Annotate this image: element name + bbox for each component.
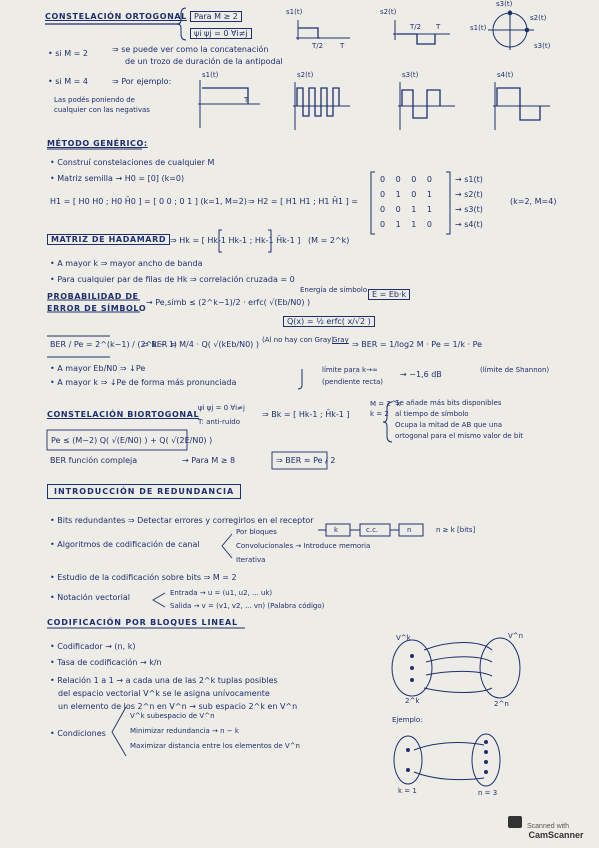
header-cond2: ψi ψj = 0 ∀i≠j — [190, 28, 252, 39]
wave-s2 — [293, 82, 350, 130]
section-title-biortho: CONSTELACIÓN BIORTOGONAL — [47, 410, 200, 419]
prob-title: ERROR DE SÍMBOLO — [47, 304, 147, 313]
generic-b2: • Matriz semilla → H0 = [0] (k=0) — [50, 174, 185, 183]
block-label: k — [334, 526, 339, 534]
code-type: Iterativa — [236, 556, 266, 564]
hadamard-m: (M = 2^k) — [308, 236, 350, 245]
hadamard-eq: ⇒ Hk = [ Hk-1 Hk-1 ; Hk-1 H̄k-1 ] — [170, 236, 301, 245]
biortho-note: al tiempo de símbolo — [395, 410, 469, 418]
section-title-redundancy: INTRODUCCIÓN DE REDUNDANCIA — [47, 484, 241, 499]
biortho-mk: k = 2 — [370, 410, 389, 418]
biortho-cond: T: anti-ruido — [198, 418, 241, 426]
m4-text: ⇒ Por ejemplo: — [112, 77, 172, 86]
out-label: → s1(t) — [455, 175, 483, 184]
out-label: → s2(t) — [455, 190, 483, 199]
gray-label: Gray — [332, 336, 349, 344]
example-k: k = 1 — [398, 787, 417, 795]
biortho-mk: M = 2^k — [370, 400, 401, 408]
section-title-linear: CODIFICACIÓN POR BLOQUES LINEAL — [47, 618, 238, 627]
camscanner-watermark — [507, 823, 589, 840]
code-type: Convolucionales → Introduce memoria — [236, 542, 371, 550]
ber-approx: ⇒ BER ≈ M/4 · Q( √(kEb/N0) ) — [142, 340, 259, 349]
example-label: Ejemplo: — [392, 716, 423, 724]
energy-label: Energía de símbolo — [300, 286, 368, 294]
condition: Minimizar redundancia → n − k — [130, 727, 239, 735]
ber-cond: → Para M ≥ 8 — [182, 456, 236, 465]
header-circle — [488, 10, 534, 50]
example-diagram — [394, 734, 500, 786]
header-wave-s1 — [296, 20, 350, 40]
sig-label: s3(t) — [496, 0, 513, 8]
biortho-cond: ψi ψj = 0 ∀i≠j — [198, 404, 245, 412]
axis-label: T — [436, 23, 441, 31]
wave-s1 — [198, 80, 260, 128]
circle-label: s2(t) — [530, 14, 547, 22]
condition: V^k subespacio de V^n — [130, 712, 215, 720]
condition: Maximizar distancia entre los elementos de V^n — [130, 742, 300, 750]
generic-b1: • Construí constelaciones de cualquier M — [50, 158, 215, 167]
block-label: n — [407, 526, 412, 534]
note: Las podés poniendo de — [54, 96, 135, 104]
ber-ratio: BER / Pe = 2^(k−1) / (2^k − 1) — [50, 340, 177, 349]
m2-text: de un trozo de duración de la antipodal — [125, 57, 283, 66]
nk-label: n ≥ k [bits] — [436, 526, 476, 534]
sig-label: s2(t) — [380, 8, 397, 16]
note: cualquier con las negativas — [54, 106, 150, 114]
header-cond1: Para M ≥ 2 — [190, 11, 242, 22]
axis-label: T — [340, 42, 345, 50]
sig-label: s1(t) — [286, 8, 303, 16]
biortho-eq: ⇒ Bk = [ Hk-1 ; H̄k-1 ] — [262, 410, 350, 419]
scanner-line2: CamScanner — [528, 830, 584, 840]
matrix-row: 0 0 0 0 — [380, 175, 436, 184]
header-wave-s2 — [393, 20, 450, 44]
prob-b1: • A mayor Eb/N0 ⇒ ↓Pe — [50, 364, 146, 373]
example-n: n = 3 — [478, 789, 498, 797]
axis-label: T/2 — [410, 23, 422, 31]
set-label: V^k — [396, 634, 411, 642]
ber-approx2: ⇒ BER ≈ Pe / 2 — [276, 456, 336, 465]
ber-eq: ⇒ BER = 1/log2 M · Pe = 1/k · Pe — [352, 340, 483, 349]
pe-eq: → Pe,símb ≤ (2^k−1)/2 · erfc( √(Eb/N0) ) — [146, 298, 311, 307]
linear-b3: • Relación 1 a 1 → a cada una de las 2^k tuplas posibles — [50, 676, 278, 685]
prob-title: PROBABILIDAD DE — [47, 292, 139, 301]
biortho-note: ortogonal para el mismo valor de bit — [395, 432, 524, 440]
set-diagram — [392, 638, 520, 698]
redund-b3: • Estudio de la codificación sobre bits ⇒ M = 2 — [50, 573, 237, 582]
set-label: 2^k — [405, 697, 420, 705]
matrix-row: 0 1 0 1 — [380, 190, 436, 199]
linear-b1: • Codificador → (n, k) — [50, 642, 136, 651]
vector-out: Salida → v = (v1, v2, ... vn) (Palabra código) — [170, 602, 325, 610]
prob-b2: • A mayor k ⇒ ↓Pe de forma más pronunciada — [50, 378, 237, 387]
biortho-note: Ocupa la mitad de AB que una — [395, 421, 503, 429]
wave-label: s4(t) — [497, 71, 514, 79]
h2-eq: ⇒ H2 = [ H1 H1 ; H1 H̄1 ] = — [248, 197, 359, 206]
wave-label: s2(t) — [297, 71, 314, 79]
e-eq: E = Eb·k — [368, 289, 410, 300]
biortho-pe: Pe ≤ (M−2) Q( √(E/N0) ) + Q( √(2E/N0) ) — [51, 436, 213, 445]
limit-label: límite para k→∞ — [322, 366, 378, 374]
km-label: (k=2, M=4) — [510, 197, 557, 206]
circle-label: s1(t) — [470, 24, 487, 32]
scanner-line1: Scanned with — [526, 823, 570, 830]
t-label: T — [244, 96, 249, 104]
redund-b4: • Notación vectorial — [50, 593, 131, 602]
qx-eq: Q(x) = ½ erfc( x/√2 ) — [283, 316, 375, 327]
out-label: → s3(t) — [455, 205, 483, 214]
m2-label: • si M = 2 — [48, 49, 88, 58]
section-title-generic: MÉTODO GENÉRICO: — [47, 139, 148, 148]
wave-label: s3(t) — [402, 71, 419, 79]
linear-b3: del espacio vectorial V^k se le asigna unívocamente — [58, 689, 270, 698]
limit-label: (pendiente recta) — [322, 378, 383, 386]
shannon-label: (límite de Shannon) — [480, 366, 550, 374]
m2-text: ⇒ se puede ver como la concatenación — [112, 45, 269, 54]
hadamard-b1: • A mayor k ⇒ mayor ancho de banda — [50, 259, 203, 268]
h1-eq: H1 = [ H0 H0 ; H0 H̄0 ] = [ 0 0 ; 0 1 ] (k=1, M=2) — [50, 197, 247, 206]
block-label: c.c. — [366, 526, 379, 534]
ber-func: BER función compleja — [50, 456, 138, 465]
biortho-note: Se añade más bits disponibles — [395, 399, 502, 407]
linear-b4: • Condiciones — [50, 729, 106, 738]
vector-in: Entrada → u = (u1, u2, ... uk) — [170, 589, 273, 597]
circle-label: s3(t) — [534, 42, 551, 50]
wave-s3 — [398, 82, 455, 130]
redund-b2: • Algoritmos de codificación de canal — [50, 540, 200, 549]
redund-b1: • Bits redundantes ⇒ Detectar errores y corregirlos en el receptor — [50, 516, 314, 525]
matrix-row: 0 1 1 0 — [380, 220, 436, 229]
page-title: CONSTELACIÓN ORTOGONAL — [45, 12, 187, 21]
code-type: Por bloques — [236, 528, 277, 536]
wave-s4 — [493, 82, 550, 130]
ber-note: (Al no hay con Gray) — [262, 336, 334, 344]
m4-label: • si M = 4 — [48, 77, 88, 86]
matrix-row: 0 0 1 1 — [380, 205, 436, 214]
axis-label: T/2 — [312, 42, 324, 50]
linear-b3: un elemento de los 2^n en V^n → sub espacio 2^k en V^n — [58, 702, 298, 711]
out-label: → s4(t) — [455, 220, 483, 229]
set-label: V^n — [508, 632, 524, 640]
set-label: 2^n — [494, 700, 509, 708]
wave-label: s1(t) — [202, 71, 219, 79]
hadamard-title: MATRIZ DE HADAMARD — [47, 234, 170, 245]
limit-value: → −1,6 dB — [400, 370, 442, 379]
linear-b2: • Tasa de codificación → k/n — [50, 658, 162, 667]
hadamard-b2: • Para cualquier par de filas de Hk ⇒ correlación cruzada = 0 — [50, 275, 295, 284]
